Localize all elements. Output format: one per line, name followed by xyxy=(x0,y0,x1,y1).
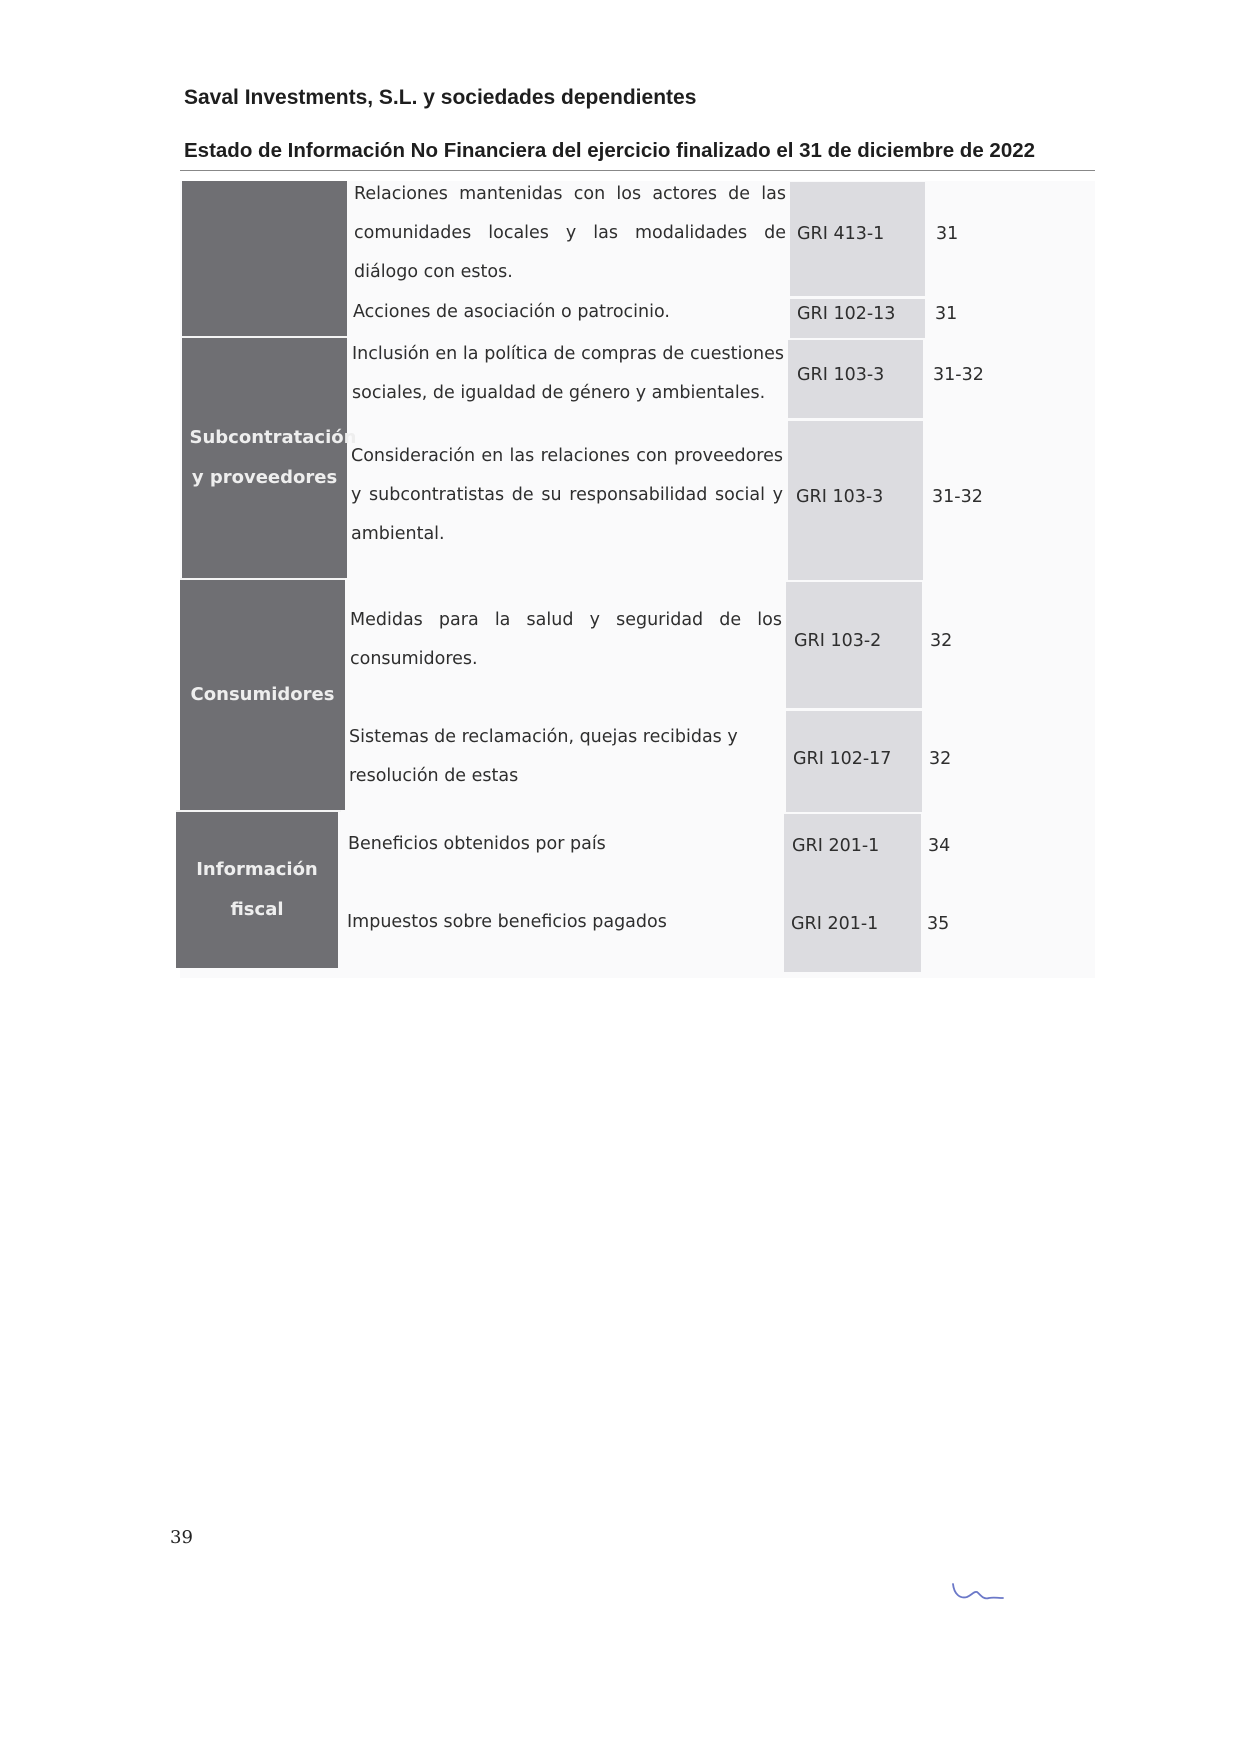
page-number: 39 xyxy=(170,1527,193,1548)
row-page-ref: 32 xyxy=(930,631,953,651)
gri-separator xyxy=(788,418,923,421)
row-description: Impuestos sobre beneficios pagados xyxy=(347,912,667,932)
row-description: Relaciones mantenidas con los actores de las comunidades locales y las modalidades de diálogo con estos. xyxy=(354,184,786,282)
row-page-ref: 31-32 xyxy=(933,365,984,385)
category-label-consumidores: Consumidores xyxy=(190,684,335,705)
gri-separator xyxy=(786,708,922,711)
category-label-subcontratacion: Subcontratación y proveedores xyxy=(189,427,357,488)
category-cell-subcontratacion xyxy=(182,338,357,578)
row-gri-code: GRI 102-17 xyxy=(793,749,892,769)
row-description: Medidas para la salud y seguridad de los consumidores. xyxy=(350,610,782,669)
row-gri-code: GRI 201-1 xyxy=(791,914,879,934)
category-cell-consumidores xyxy=(180,580,345,810)
row-page-ref: 32 xyxy=(929,749,952,769)
title-rule xyxy=(180,170,1095,171)
row-gri-code: GRI 102-13 xyxy=(797,304,896,324)
row-page-ref: 34 xyxy=(928,836,951,856)
row-description: Beneficios obtenidos por país xyxy=(348,834,606,854)
row-page-ref: 31 xyxy=(935,304,958,324)
company-name: Saval Investments, S.L. y sociedades dependientes xyxy=(184,86,697,109)
row-gri-code: GRI 103-2 xyxy=(794,631,882,651)
row-gri-code: GRI 103-3 xyxy=(796,487,884,507)
category-cell-fiscal xyxy=(176,812,338,968)
category-cell-community xyxy=(182,181,347,336)
row-gri-code: GRI 413-1 xyxy=(797,224,885,244)
row-description: Acciones de asociación o patrocinio. xyxy=(353,302,670,322)
row-gri-code: GRI 103-3 xyxy=(797,365,885,385)
row-page-ref: 35 xyxy=(927,914,950,934)
row-page-ref: 31-32 xyxy=(932,487,983,507)
row-page-ref: 31 xyxy=(936,224,959,244)
category-label-fiscal: Información fiscal xyxy=(196,859,318,920)
row-description: Sistemas de reclamación, quejas recibidas y resolución de estas xyxy=(349,727,738,786)
document-title: Estado de Información No Financiera del ejercicio finalizado el 31 de diciembre de 2022 xyxy=(184,139,1036,162)
signature-icon xyxy=(950,1582,1010,1606)
gri-separator xyxy=(790,296,925,299)
row-description: Inclusión en la política de compras de cuestiones sociales, de igualdad de género y ambientales. xyxy=(352,344,784,403)
row-gri-code: GRI 201-1 xyxy=(792,836,880,856)
row-description: Consideración en las relaciones con proveedores y subcontratistas de su responsabilidad social y ambiental. xyxy=(351,446,783,544)
gri-column xyxy=(786,582,922,812)
